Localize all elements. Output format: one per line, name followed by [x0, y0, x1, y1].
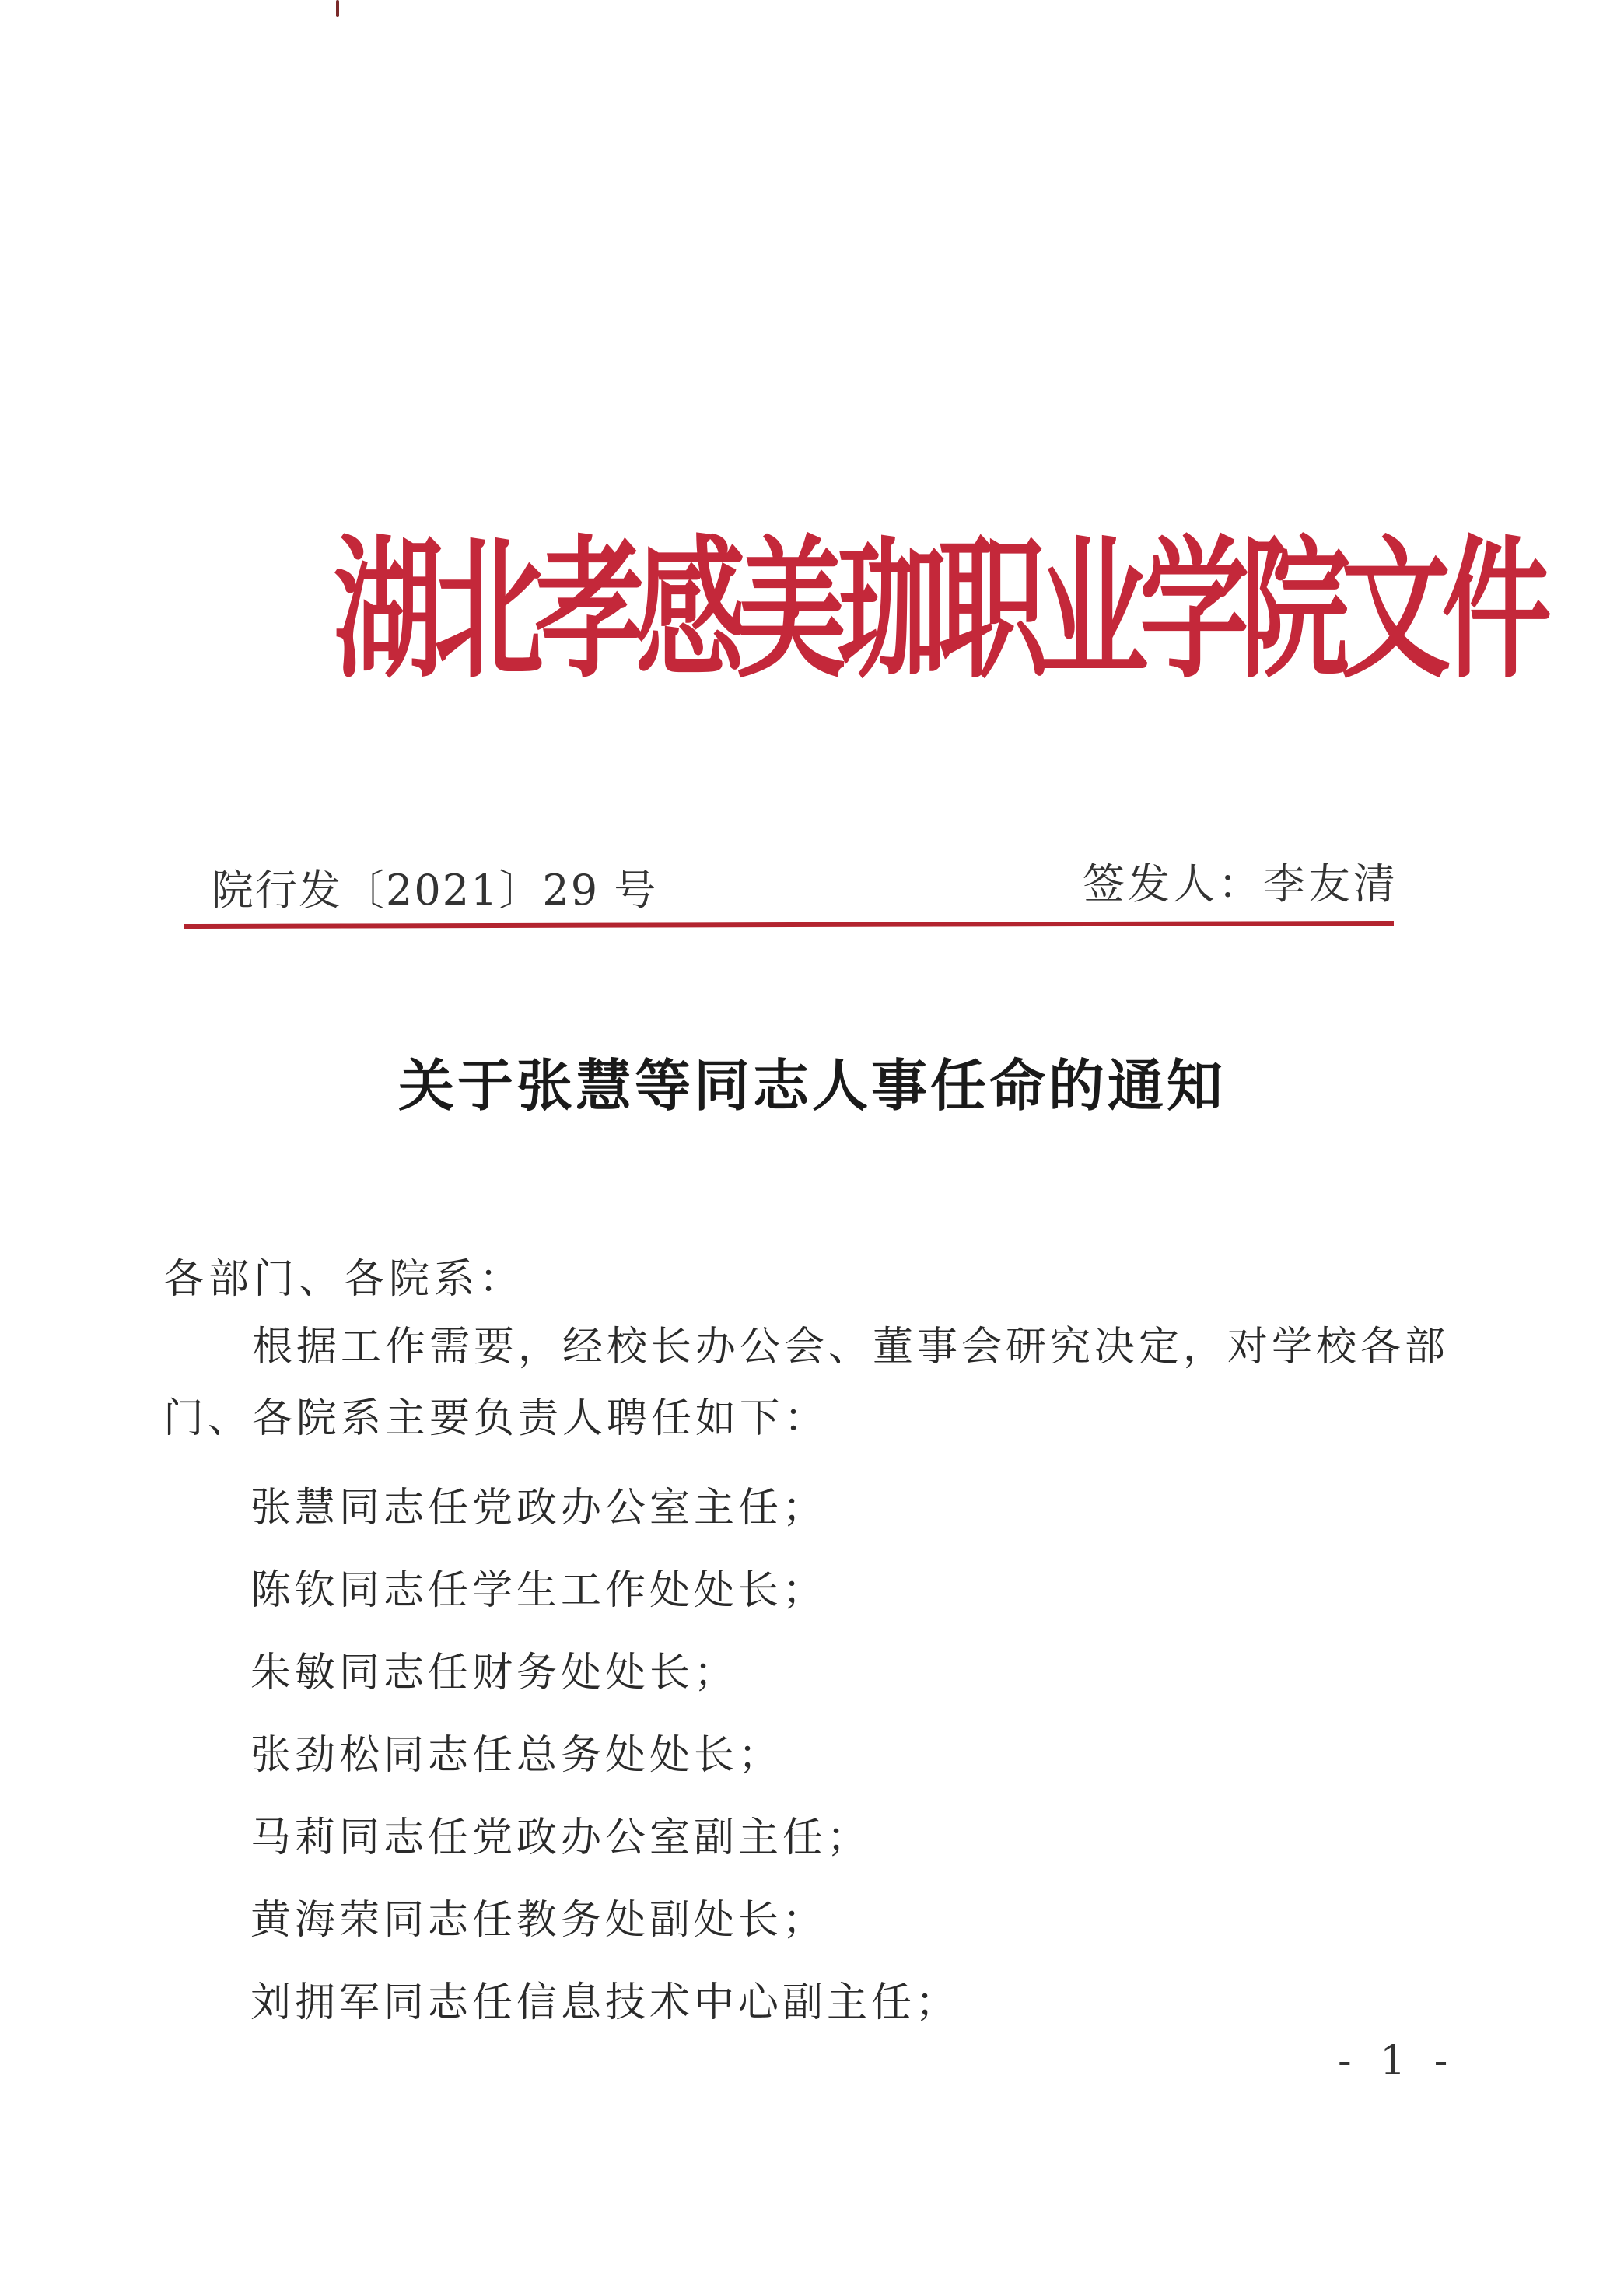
- body-paragraph: 根据工作需要，经校长办公会、董事会研究决定，对学校各部门、各院系主要负责人聘任如下：: [163, 1324, 1450, 1442]
- notice-title: 关于张慧等同志人事任命的通知: [397, 1052, 1226, 1118]
- appointment-list: [250, 1467, 960, 2044]
- document-number: 院行发〔2021〕29 号: [212, 866, 658, 915]
- scan-mark: [336, 0, 339, 17]
- appointment-item: 陈钦同志任学生工作处处长；: [250, 1567, 828, 1614]
- page-number: - 1 -: [1338, 2038, 1456, 2084]
- appointment-item: 张劲松同志任总务处处长；: [250, 1732, 783, 1779]
- appointment-item: 黄海荣同志任教务处副处长；: [250, 1897, 828, 1944]
- addressee: 各部门、各院系：: [163, 1256, 525, 1303]
- red-divider-line: [184, 921, 1394, 929]
- letterhead-title: 湖北孝感美珈职业学院文件: [333, 520, 1543, 699]
- signer: 签发人：李友清: [1083, 859, 1398, 908]
- appointment-item: 张慧同志任党政办公室主任；: [250, 1485, 828, 1531]
- appointment-item: 马莉同志任党政办公室副主任；: [250, 1815, 872, 1861]
- appointment-item: 刘拥军同志任信息技术中心副主任；: [250, 1979, 961, 2026]
- appointment-item: 朱敏同志任财务处处长；: [250, 1650, 739, 1696]
